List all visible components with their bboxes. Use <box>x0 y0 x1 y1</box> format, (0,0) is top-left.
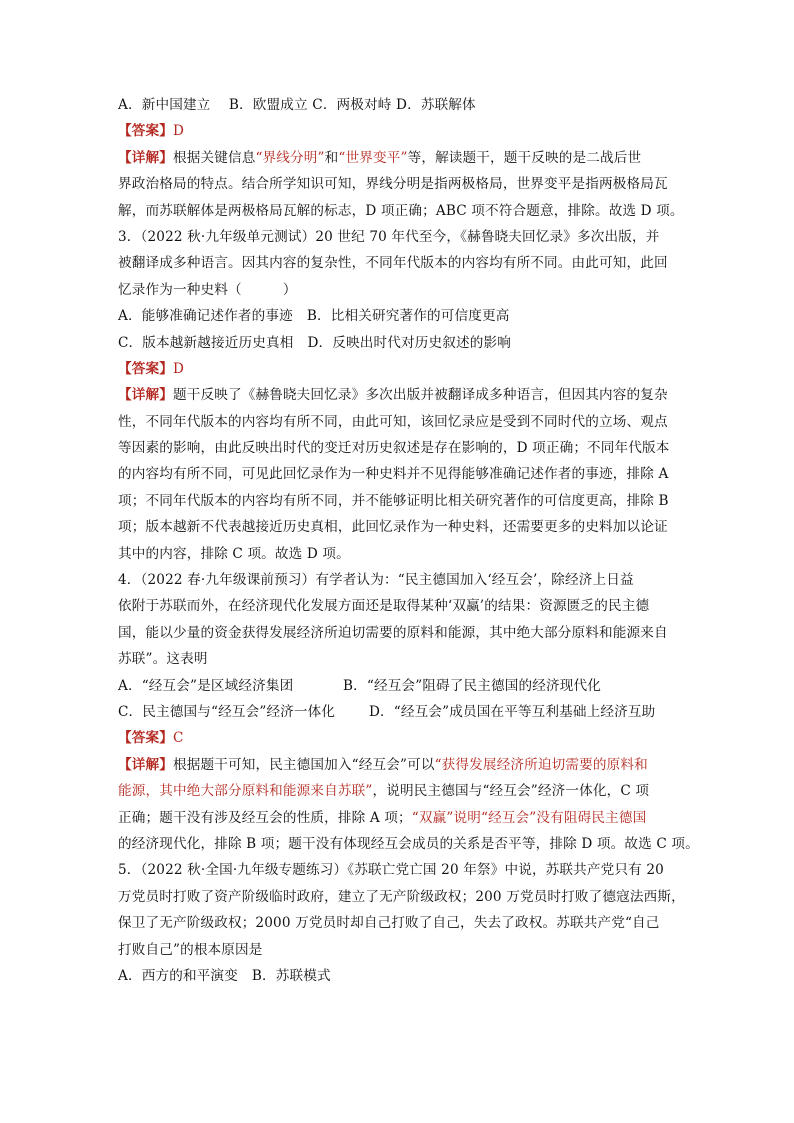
q5-option-a: A．西方的和平演变 <box>118 967 238 984</box>
q3-detail-line <box>118 382 683 408</box>
q2-options <box>118 92 683 118</box>
detail-text: 等，解读题干，题干反映的是二战后世 <box>407 149 642 166</box>
q3-detail-line: 的内容均有所不同，可见此回忆录作为一种史料并不见得能够准确记述作者的事迹，排除 A <box>118 466 669 483</box>
q4-detail-line <box>118 831 699 857</box>
quoted-key-info: “双赢”说明“经互会”没有阻碍民主德国 <box>411 809 647 826</box>
detail-text: 题干反映了《赫鲁晓夫回忆录》多次出版并被翻译成多种语言，但因其内容的复杂 <box>172 387 668 404</box>
quoted-key-info: “界线分明” <box>255 149 325 166</box>
q5-stem-line: 5．（2022 秋·全国·九年级专题练习）《苏联亡党亡国 20 年祭》中说，苏联共产党只有 20 <box>118 862 664 879</box>
quoted-key-info: “获得发展经济所迫切需要的原料和 <box>434 756 648 773</box>
q2-option-d: D．苏联解体 <box>396 97 476 113</box>
answer-value: D <box>172 123 185 140</box>
document-page <box>118 92 699 989</box>
answer-tag: 【答案】 <box>118 730 173 747</box>
q2-detail <box>118 145 683 224</box>
detail-tag: 【详解】 <box>118 756 173 773</box>
detail-text: 的经济现代化，排除 B 项；题干没有体现经互会成员的关系是否平等，排除 D 项。故选 C 项。 <box>118 835 699 852</box>
q3-stem-line: 被翻译成多种语言。因其内容的复杂性，不同年代版本的内容均有所不同。由此可知，此回 <box>118 255 668 272</box>
detail-text: 正确；题干没有涉及经互会的性质，排除 A 项； <box>118 809 412 826</box>
q5-stem-line: 万党员时打败了资产阶级临时政府，建立了无产阶级政权；200 万党员时打败了德寇法西斯， <box>118 888 685 905</box>
q4-option-d: D．“经互会”成员国在平等互利基础上经济互助 <box>369 703 656 720</box>
q2-detail-line <box>118 171 683 197</box>
q4-option-b: B．“经互会”阻碍了民主德国的经济现代化 <box>343 677 601 694</box>
detail-text: 根据题干可知，民主德国加入“经互会”可以 <box>172 756 435 773</box>
q2-detail-line <box>118 145 683 171</box>
quoted-key-info: “世界变平” <box>338 149 408 166</box>
q3-detail-line: 项；版本越新不代表越接近历史真相，此回忆录作为一种史料，还需要更多的史料加以论证 <box>118 519 668 536</box>
answer-tag: 【答案】 <box>118 123 173 140</box>
q3-options-row <box>118 303 683 329</box>
q2-answer <box>118 118 683 144</box>
q5-option-b: B．苏联模式 <box>251 967 331 984</box>
detail-text: 界政治格局的特点。结合所学知识可知，界线分明是指两极格局，世界变平是指两极格局瓦 <box>118 176 668 193</box>
answer-tag: 【答案】 <box>118 360 173 377</box>
q4-stem-line: 苏联”。这表明 <box>118 651 208 668</box>
answer-value: D <box>172 360 185 377</box>
q2-option-a: A．新中国建立 <box>118 97 211 113</box>
q3-stem-line: 忆录作为一种史料（ ） <box>118 281 297 298</box>
q3-option-d: D．反映出时代对历史叙述的影响 <box>307 334 511 351</box>
detail-text: 解，而苏联解体是两极格局瓦解的标志，D 项正确；ABC 项不符合题意，排除。故选 D 项。 <box>118 202 684 219</box>
q5-stem-line: 保卫了无产阶级政权；2000 万党员时却自己打败了自己，失去了政权。苏联共产党“自己 <box>118 915 660 932</box>
q4-answer <box>118 725 683 751</box>
q4-stem-line: 依附于苏联而外，在经济现代化发展方面还是取得某种‘双赢’的结果：资源匮乏的民主德 <box>118 598 650 615</box>
detail-text: 根据关键信息 <box>172 149 256 166</box>
q3-options-row <box>118 330 683 356</box>
detail-tag: 【详解】 <box>118 149 173 166</box>
q3-detail-line: 等因素的影响，由此反映出时代的变迁对历史叙述是存在影响的，D 项正确；不同年代版本 <box>118 440 670 457</box>
q4-stem-line: 国，能以少量的资金获得发展经济所迫切需要的原料和能源，其中绝大部分原料和能源来自 <box>118 624 668 641</box>
answer-value: C <box>172 730 184 747</box>
detail-tag: 【详解】 <box>118 387 173 404</box>
q4-options-row <box>118 673 683 699</box>
q3-option-b: B．比相关研究著作的可信度更高 <box>306 308 510 325</box>
q2-detail-line <box>118 198 683 224</box>
detail-text: 和 <box>324 149 339 166</box>
q4-detail <box>118 752 699 858</box>
q4-option-a: A．“经互会”是区域经济集团 <box>118 677 294 694</box>
q2-option-b: B．欧盟成立 <box>228 97 308 113</box>
q4-option-c: C．民主德国与“经互会”经济一体化 <box>118 703 336 720</box>
q4-detail-line <box>118 778 683 804</box>
q3-option-c: C．版本越新越接近历史真相 <box>118 334 294 351</box>
q5-stem-line: 打败自己”的根本原因是 <box>118 941 263 958</box>
q3-stem-line: 3．（2022 秋·九年级单元测试）20 世纪 70 年代至今，《赫鲁晓夫回忆录》多次出版，并 <box>118 228 660 245</box>
q3-detail-line: 性，不同年代版本的内容均有所不同，由此可知，该回忆录应是受到不同时代的立场、观点 <box>118 413 668 430</box>
q3-option-a: A．能够准确记述作者的事迹 <box>118 308 293 325</box>
q5-options <box>118 963 683 989</box>
q3-detail-line: 其中的内容，排除 C 项。故选 D 项。 <box>118 545 350 562</box>
q4-options-row <box>118 699 683 725</box>
q3-detail-line: 项；不同年代版本的内容均有所不同，并不能够证明比相关研究著作的可信度更高，排除 B <box>118 492 669 509</box>
quoted-key-info: 能源，其中绝大部分原料和能源来自苏联” <box>118 783 373 800</box>
q4-stem-line: 4．（2022 春·九年级课前预习）有学者认为：“民主德国加入‘经互会’，除经济上日益 <box>118 572 634 589</box>
q4-detail-line <box>118 752 683 778</box>
detail-text: ，说明民主德国与“经互会”经济一体化，C 项 <box>372 783 650 800</box>
q2-option-c: C．两极对峙 <box>312 97 392 113</box>
q4-detail-line <box>118 805 683 831</box>
q3-answer <box>118 356 683 382</box>
